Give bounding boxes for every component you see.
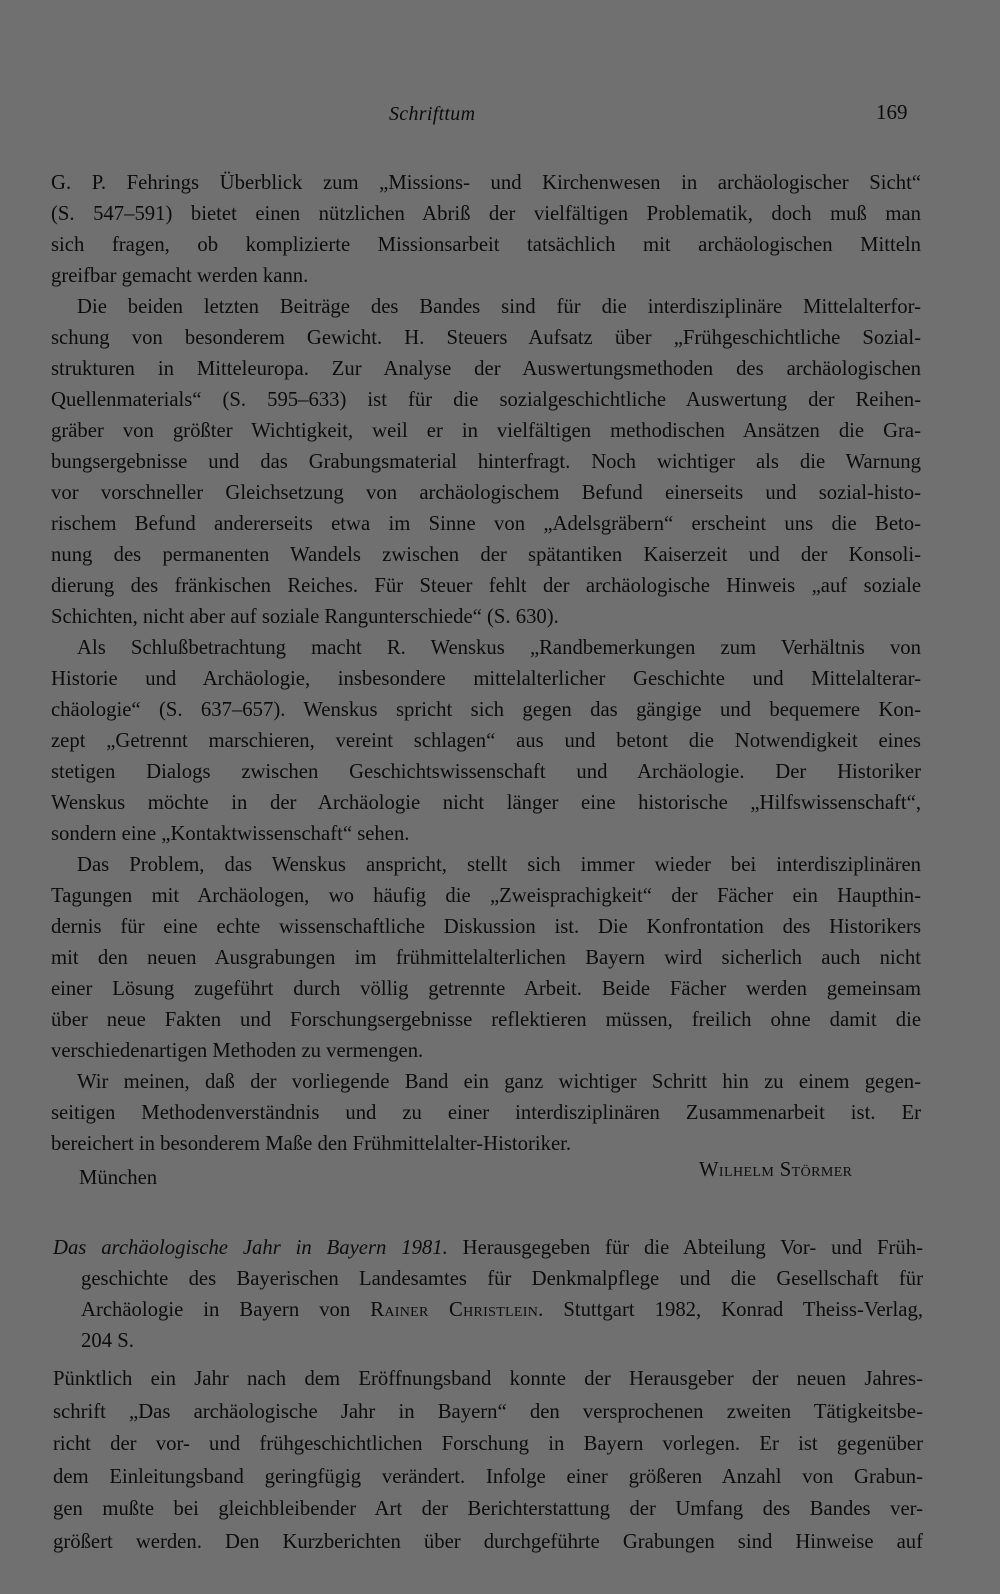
book-title: Das archäologische Jahr in Bayern 1981. bbox=[53, 1237, 448, 1259]
text-line: greifbar gemacht werden kann. bbox=[51, 265, 309, 287]
text-line: sich fragen, ob komplizierte Missionsarbeit tatsächlich mit archäologischen Mitteln bbox=[51, 234, 921, 256]
text-line: bungsergebnisse und das Grabungsmaterial hinterfragt. Noch wichtiger als die Warnung bbox=[51, 451, 921, 473]
bibliographic-title-line bbox=[53, 1233, 923, 1264]
page-count: 204 S. bbox=[81, 1330, 134, 1352]
text-line: verschiedenartigen Methoden zu vermengen. bbox=[51, 1040, 424, 1062]
text-line: (S. 547–591) bietet einen nützlichen Abriß der vielfältigen Problematik, doch muß man bbox=[51, 203, 921, 225]
editor-name: Rainer Christlein bbox=[370, 1299, 539, 1321]
text-line: Tagungen mit Archäologen, wo häufig die „Zweisprachigkeit“ der Fächer ein Haupthin- bbox=[51, 885, 921, 907]
text-line: sondern eine „Kontaktwissenschaft“ sehen. bbox=[51, 823, 410, 845]
text-line: einer Lösung zugeführt durch völlig getrennte Arbeit. Beide Fächer werden gemeinsam bbox=[51, 978, 921, 1000]
signature-place: München bbox=[79, 1167, 158, 1189]
text-line: rischem Befund andererseits etwa im Sinne von „Adelsgräbern“ erscheint uns die Beto- bbox=[51, 513, 921, 535]
text-line: Wenskus möchte in der Archäologie nicht länger eine historische „Hilfswissenschaft“, bbox=[51, 792, 921, 814]
text-line: nung des permanenten Wandels zwischen der spätantiken Kaiserzeit und der Konsoli- bbox=[51, 544, 921, 566]
review-2-body bbox=[53, 1363, 923, 1558]
running-head bbox=[0, 100, 1000, 133]
review-1-body bbox=[51, 168, 921, 1196]
text-line: dem Einleitungsband geringfügig verändert. Infolge einer größeren Anzahl von Grabun- bbox=[53, 1465, 923, 1488]
text-line: schung von besonderem Gewicht. H. Steuers Aufsatz über „Frühgeschichtliche Sozial- bbox=[51, 327, 921, 349]
text-line: gen mußte bei gleichbleibender Art der Berichterstattung der Umfang des Bandes ver- bbox=[53, 1498, 923, 1520]
text-line: zept „Getrennt marschieren, vereint schlagen“ aus und betont die Notwendigkeit eines bbox=[51, 730, 921, 752]
text-line: bereichert in besonderem Maße den Frühmittelalter-Historiker. bbox=[51, 1133, 572, 1155]
text-line: über neue Fakten und Forschungsergebnisse reflektieren müssen, freilich ohne damit die bbox=[51, 1009, 921, 1031]
text-line: Schichten, nicht aber auf soziale Rangunterschiede“ (S. 630). bbox=[51, 606, 559, 628]
text-line: Als Schlußbetrachtung macht R. Wenskus „Randbemerkungen zum Verhältnis von bbox=[77, 637, 921, 659]
text-line: Das Problem, das Wenskus anspricht, stellt sich immer wieder bei interdisziplinären bbox=[77, 854, 921, 876]
text-line: Quellenmaterials“ (S. 595–633) ist für die sozialgeschichtliche Auswertung der Reihen- bbox=[51, 389, 921, 411]
publisher-info: . Stuttgart 1982, Konrad Theiss-Verlag, bbox=[538, 1299, 923, 1321]
text-line: schrift „Das archäologische Jahr in Bayern“ den versprochenen zweiten Tätigkeitsbe- bbox=[53, 1400, 923, 1423]
editor-prefix: Archäologie in Bayern von bbox=[81, 1299, 371, 1321]
text-line: strukturen in Mitteleuropa. Zur Analyse der Auswertungsmethoden des archäologischen bbox=[51, 358, 921, 380]
signature bbox=[51, 1160, 921, 1196]
text-line: stetigen Dialogs zwischen Geschichtswissenschaft und Archäologie. Der Historiker bbox=[51, 761, 921, 783]
bibliographic-line bbox=[53, 1295, 923, 1326]
review-2-heading bbox=[53, 1233, 923, 1357]
text-line: seitigen Methodenverständnis und zu einer interdisziplinären Zusammenarbeit ist. Er bbox=[51, 1102, 921, 1124]
text-line: richt der vor- und frühgeschichtlichen Forschung in Bayern vorlegen. Er ist gegenüber bbox=[53, 1433, 923, 1455]
text-line: größert werden. Den Kurzberichten über durchgeführte Grabungen sind Hinweise auf bbox=[53, 1530, 923, 1553]
text-line: mit den neuen Ausgrabungen im frühmittelalterlichen Bayern wird sicherlich auch nicht bbox=[51, 947, 921, 969]
page-number: 169 bbox=[876, 100, 908, 124]
text-line: dierung des fränkischen Reiches. Für Steuer fehlt der archäologische Hinweis „auf soziale bbox=[51, 575, 921, 597]
text-line: dernis für eine echte wissenschaftliche Diskussion ist. Die Konfrontation des Historikers bbox=[51, 916, 921, 938]
text-line: Historie und Archäologie, insbesondere mittelalterlicher Geschichte und Mittelalterar- bbox=[51, 668, 921, 690]
text-line: vor vorschneller Gleichsetzung von archäologischem Befund einerseits und sozial-histo- bbox=[51, 482, 921, 504]
text-line: Die beiden letzten Beiträge des Bandes sind für die interdisziplinäre Mittelalterfor- bbox=[77, 296, 921, 318]
text-line: G. P. Fehrings Überblick zum „Missions- und Kirchenwesen in archäologischer Sicht“ bbox=[51, 172, 921, 194]
running-title: Schrifttum bbox=[389, 103, 476, 125]
bibliographic-line: geschichte des Bayerischen Landesamtes für Denkmalpflege und die Gesellschaft für bbox=[81, 1268, 923, 1290]
text-line: gräber von größter Wichtigkeit, weil er in vielfältigen methodischen Ansätzen die Gra- bbox=[51, 420, 921, 442]
text-line: chäologie“ (S. 637–657). Wenskus spricht sich gegen das gängige und bequemere Kon- bbox=[51, 699, 921, 721]
title-continuation: Herausgegeben für die Abteilung Vor- und Früh- bbox=[447, 1237, 923, 1259]
text-line: Wir meinen, daß der vorliegende Band ein ganz wichtiger Schritt hin zu einem gegen- bbox=[77, 1071, 921, 1093]
text-line: Pünktlich ein Jahr nach dem Eröffnungsband konnte der Herausgeber der neuen Jahres- bbox=[53, 1368, 923, 1390]
signature-author: Wilhelm Störmer bbox=[699, 1159, 853, 1181]
